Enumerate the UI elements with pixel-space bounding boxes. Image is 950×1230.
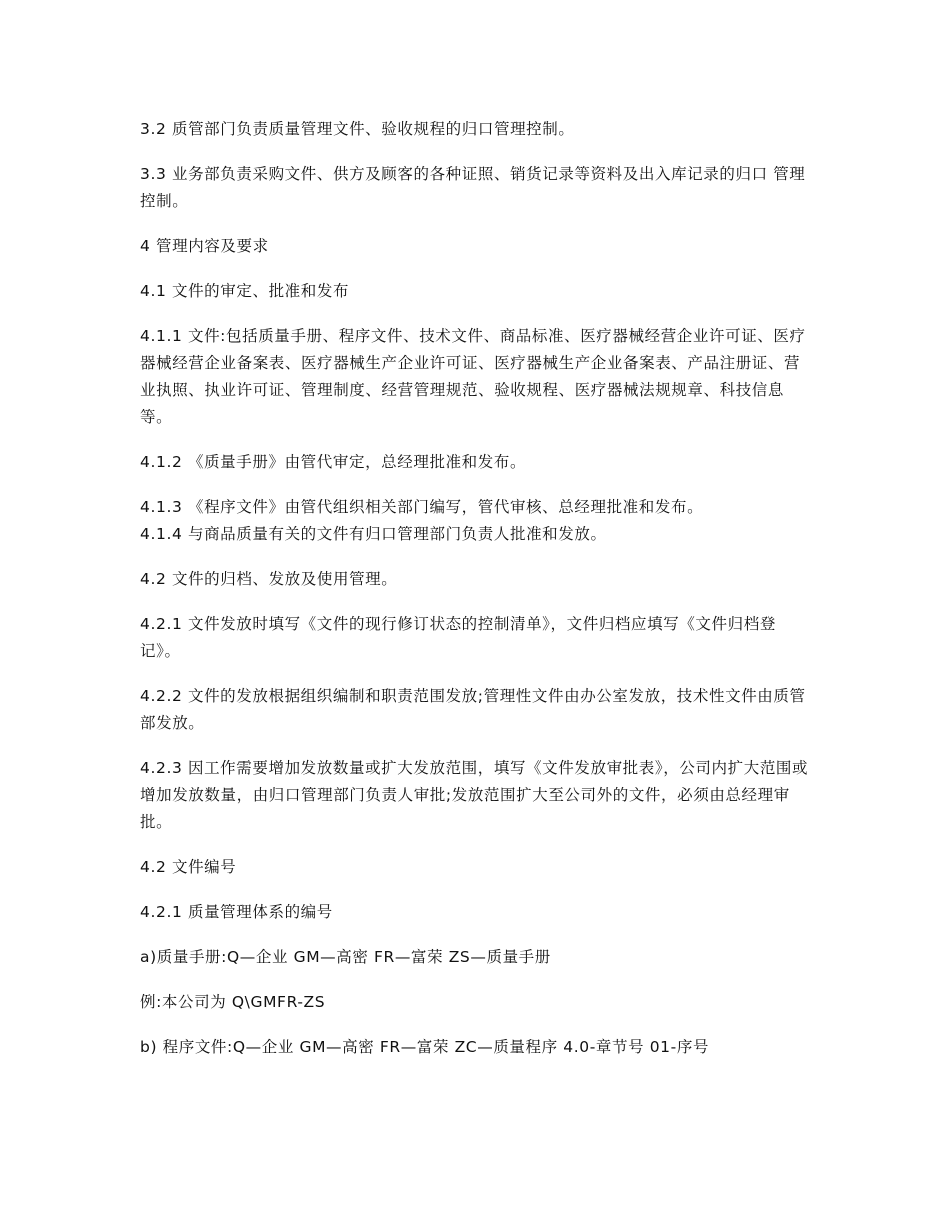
subsection-heading-4-2-1: 4.2.1 质量管理体系的编号 (140, 903, 333, 921)
list-item-b: b) 程序文件:Q—企业 GM—高密 FR—富荣 ZC—质量程序 4.0-章节号 01-序号 (140, 1038, 710, 1056)
paragraph-3-2: 3.2 质管部门负责质量管理文件、验收规程的归口管理控制。 (140, 120, 575, 138)
list-item-a: a)质量手册:Q—企业 GM—高密 FR—富荣 ZS—质量手册 (140, 948, 551, 966)
example-line: 例:本公司为 Q\GMFR-ZS (140, 993, 326, 1011)
paragraph-4-1-4: 4.1.4 与商品质量有关的文件有归口管理部门负责人批准和发放。 (140, 525, 607, 543)
paragraph-3-3: 3.3 业务部负责采购文件、供方及顾客的各种证照、销货记录等资料及出入库记录的归口 管理控制。 (140, 165, 806, 210)
paragraph-4-2-3: 4.2.3 因工作需要增加发放数量或扩大发放范围，填写《文件发放审批表》，公司内扩大范围或增加发放数量，由归口管理部门负责人审批;发放范围扩大至公司外的文件，必须由总经理审批。 (140, 759, 809, 831)
paragraph-4-2-1: 4.2.1 文件发放时填写《文件的现行修订状态的控制清单》，文件归档应填写《文件归档登记》。 (140, 615, 776, 660)
section-heading-4: 4 管理内容及要求 (140, 237, 269, 255)
document-body (140, 116, 810, 1079)
section-heading-4-1: 4.1 文件的审定、批准和发布 (140, 282, 350, 300)
section-heading-file-numbering: 4.2 文件编号 (140, 858, 237, 876)
paragraph-4-1-2: 4.1.2 《质量手册》由管代审定，总经理批准和发布。 (140, 453, 527, 471)
section-heading-4-2: 4.2 文件的归档、发放及使用管理。 (140, 570, 398, 588)
paragraph-4-1-3: 4.1.3 《程序文件》由管代组织相关部门编写，管代审核、总经理批准和发布。 (140, 498, 704, 516)
paragraph-4-1-1: 4.1.1 文件:包括质量手册、程序文件、技术文件、商品标准、医疗器械经营企业许可证、医疗器械经营企业备案表、医疗器械生产企业许可证、医疗器械生产企业备案表、产品注册证、营业执照、执业许可证、管理制度、经营管理规范、验收规程、医疗器械法规规章、科技信息等。 (140, 327, 806, 426)
paragraph-4-2-2: 4.2.2 文件的发放根据组织编制和职责范围发放;管理性文件由办公室发放，技术性文件由质管部发放。 (140, 687, 806, 732)
